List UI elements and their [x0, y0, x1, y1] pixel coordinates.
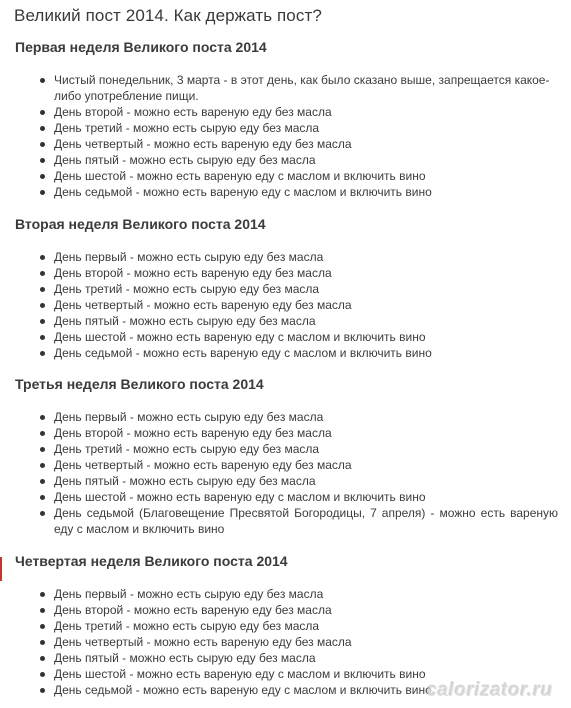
- week-3-list: [38, 409, 558, 537]
- list-item: День второй - можно есть вареную еду без масла: [38, 104, 558, 120]
- list-item: День четвертый - можно есть вареную еду без масла: [38, 136, 558, 152]
- list-item: День седьмой - можно есть вареную еду с маслом и включить вино: [38, 345, 558, 361]
- list-item: День шестой - можно есть вареную еду с маслом и включить вино: [38, 666, 558, 682]
- list-item: День шестой - можно есть вареную еду с маслом и включить вино: [38, 489, 558, 505]
- week-1-list: [38, 72, 558, 200]
- week-2-list: [38, 249, 558, 361]
- watermark: calorizator.ru: [426, 680, 553, 701]
- section-heading-week-3: Третья неделя Великого поста 2014: [15, 376, 264, 392]
- list-item: День третий - можно есть сырую еду без масла: [38, 441, 558, 457]
- list-item: День второй - можно есть вареную еду без масла: [38, 425, 558, 441]
- list-item: День четвертый - можно есть вареную еду без масла: [38, 634, 558, 650]
- section-heading-week-4: Четвертая неделя Великого поста 2014: [15, 553, 288, 569]
- list-item: День пятый - можно есть сырую еду без масла: [38, 152, 558, 168]
- page-title: Великий пост 2014. Как держать пост?: [14, 6, 322, 25]
- list-item: День шестой - можно есть вареную еду с маслом и включить вино: [38, 168, 558, 184]
- list-item: День второй - можно есть вареную еду без масла: [38, 265, 558, 281]
- list-item: День пятый - можно есть сырую еду без масла: [38, 650, 558, 666]
- list-item: День третий - можно есть сырую еду без масла: [38, 120, 558, 136]
- list-item: День пятый - можно есть сырую еду без масла: [38, 473, 558, 489]
- list-item: День пятый - можно есть сырую еду без масла: [38, 313, 558, 329]
- list-item: День шестой - можно есть вареную еду с маслом и включить вино: [38, 329, 558, 345]
- list-item: День третий - можно есть сырую еду без масла: [38, 281, 558, 297]
- list-item: День четвертый - можно есть вареную еду без масла: [38, 297, 558, 313]
- list-item: День первый - можно есть сырую еду без масла: [38, 249, 558, 265]
- list-item: День седьмой (Благовещение Пресвятой Богородицы, 7 апреля) - можно есть вареную еду с маслом и включить вино: [38, 505, 558, 537]
- list-item: Чистый понедельник, 3 марта - в этот день, как было сказано выше, запрещается какое-либо употребление пищи.: [38, 72, 558, 104]
- list-item: День седьмой - можно есть вареную еду с маслом и включить вино: [38, 184, 558, 200]
- list-item: День третий - можно есть сырую еду без масла: [38, 618, 558, 634]
- list-item: День первый - можно есть сырую еду без масла: [38, 409, 558, 425]
- list-item: День первый - можно есть сырую еду без масла: [38, 586, 558, 602]
- list-item: День четвертый - можно есть вареную еду без масла: [38, 457, 558, 473]
- section-heading-week-1: Первая неделя Великого поста 2014: [15, 39, 267, 55]
- list-item: День второй - можно есть вареную еду без масла: [38, 602, 558, 618]
- section-marker: [0, 557, 2, 581]
- section-heading-week-2: Вторая неделя Великого поста 2014: [15, 216, 266, 232]
- list-item: День седьмой - можно есть вареную еду с маслом и включить вино: [38, 682, 558, 698]
